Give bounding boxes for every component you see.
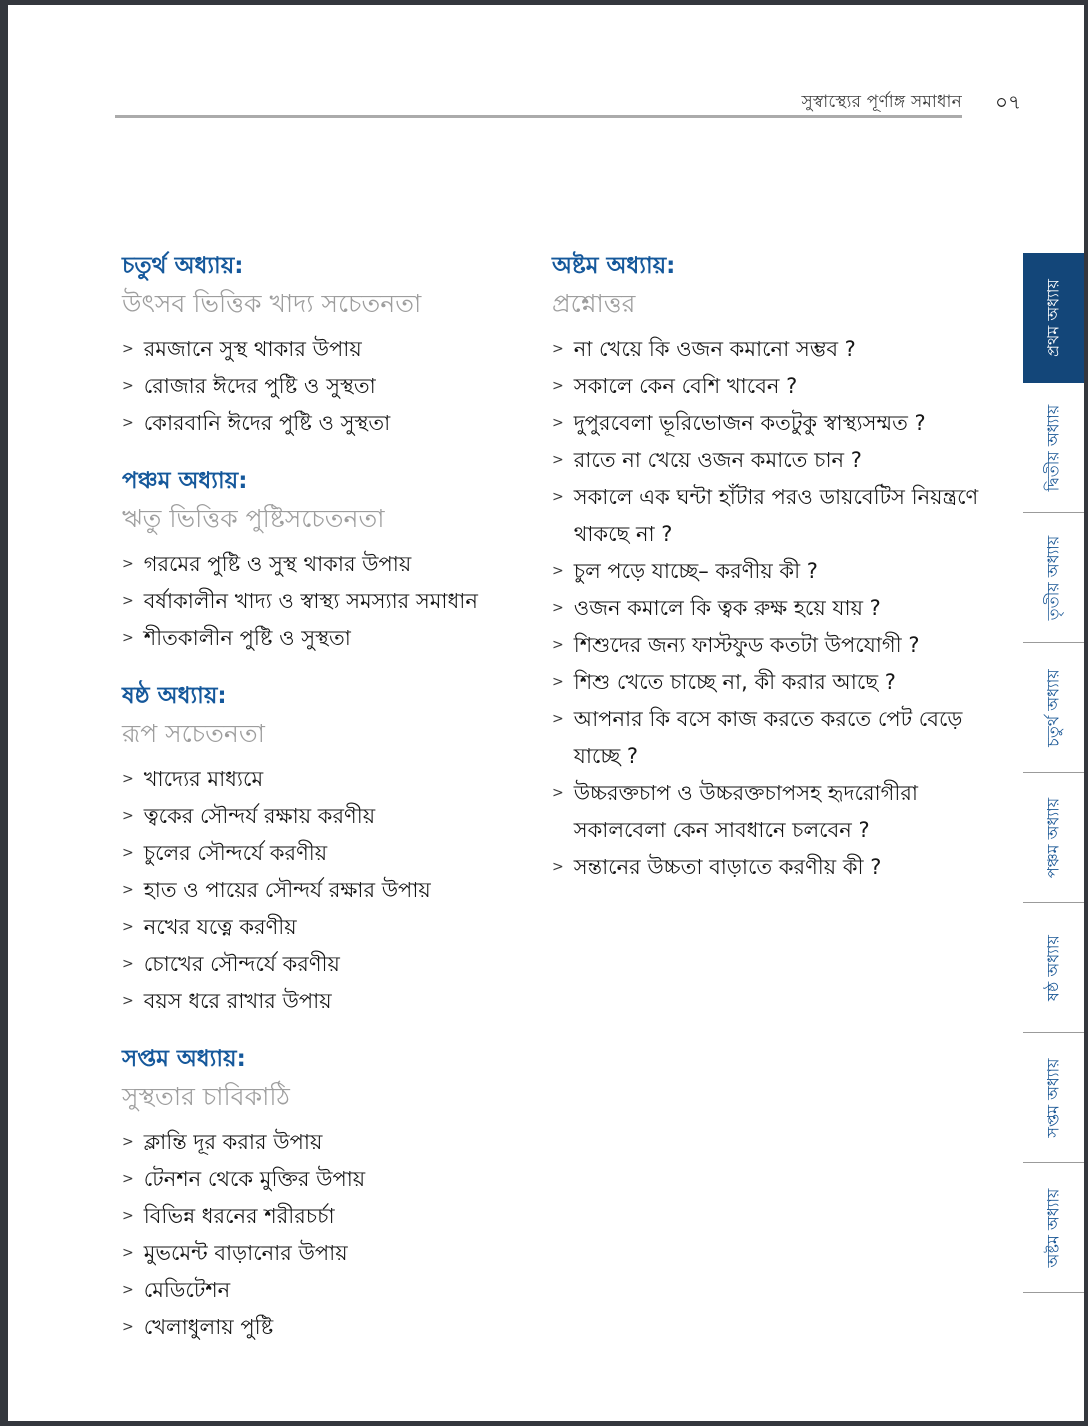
toc-item [552,701,989,775]
chevron-right-icon: > [122,919,134,935]
toc-item-label: বর্ষাকালীন খাদ্য ও স্বাস্থ্য সমস্যার সমাধান [143,589,478,613]
chapter-heading: সপ্তম অধ্যায়: [122,1046,246,1072]
toc-section [552,251,989,886]
chapter-subtitle: সুস্থতার চাবিকাঠি [122,1082,290,1111]
toc-item-label: হাত ও পায়ের সৌন্দর্য রক্ষার উপায় [143,878,431,902]
toc-item [552,479,989,553]
toc-item-label: সকালে এক ঘন্টা হাঁটার পরও ডায়বেটিস নিয়ন্ত্রণে থাকছে না ? [573,485,979,546]
toc-item-label: রমজানে সুস্থ থাকার উপায় [143,337,362,361]
toc-column-right [552,251,989,910]
chapter-tab[interactable] [1023,253,1084,383]
chapter-subtitle: ঋতু ভিত্তিক পুষ্টিসচেতনতা [122,504,385,533]
chapter-tab-label: তৃতীয় অধ্যায় [1043,535,1062,620]
toc-item [552,590,989,627]
toc-item-label: বিভিন্ন ধরনের শরীরচর্চা [143,1204,335,1228]
chapter-tab-label: চতুর্থ অধ্যায় [1043,668,1062,747]
toc-item-label: নখের যত্নে করণীয় [143,915,297,939]
chevron-right-icon: > [552,674,564,690]
toc-item [122,331,547,368]
chevron-right-icon: > [122,1282,134,1298]
chevron-right-icon: > [552,378,564,394]
chevron-right-icon: > [122,593,134,609]
toc-column-left [122,251,547,1370]
toc-item-label: বয়স ধরে রাখার উপায় [143,989,332,1013]
toc-item-label: টেনশন থেকে মুক্তির উপায় [143,1167,366,1191]
toc-item [122,1198,547,1235]
toc-item-label: না খেয়ে কি ওজন কমানো সম্ভব ? [573,337,856,361]
chevron-right-icon: > [552,711,564,727]
chevron-right-icon: > [122,630,134,646]
chevron-right-icon: > [552,637,564,653]
chapter-tab-label: দ্বিতীয় অধ্যায় [1043,404,1062,491]
chapter-heading: ষষ্ঠ অধ্যায়: [122,683,227,709]
header-rule [115,115,962,118]
chapter-tab-label: পঞ্চম অধ্যায় [1043,797,1062,878]
chapter-tab-label: অষ্টম অধ্যায় [1043,1188,1062,1267]
chapter-heading: পঞ্চম অধ্যায়: [122,468,248,494]
toc-item [122,1235,547,1272]
toc-item-label: মুভমেন্ট বাড়ানোর উপায় [143,1241,348,1265]
toc-item-label: গরমের পুষ্টি ও সুস্থ থাকার উপায় [143,552,412,576]
toc-item [122,1309,547,1346]
chevron-right-icon: > [122,1245,134,1261]
toc-item-label: শিশু খেতে চাচ্ছে না, কী করার আছে ? [573,670,896,694]
toc-item-label: চুলের সৌন্দর্যে করণীয় [143,841,328,865]
toc-item [122,620,547,657]
toc-item [552,368,989,405]
chevron-right-icon: > [122,1134,134,1150]
chevron-right-icon: > [552,452,564,468]
chevron-right-icon: > [552,489,564,505]
chevron-right-icon: > [122,341,134,357]
chevron-right-icon: > [552,785,564,801]
chevron-right-icon: > [122,378,134,394]
chapter-tab-rail [1023,253,1084,1293]
toc-item [122,761,547,798]
chapter-tab-label: প্রথম অধ্যায় [1043,278,1062,357]
book-page [8,5,1084,1421]
toc-item-label: মেডিটেশন [143,1278,231,1302]
toc-item [122,368,547,405]
chapter-tab[interactable] [1023,773,1084,903]
toc-item-label: চুল পড়ে যাচ্ছে– করণীয় কী ? [573,559,818,583]
chapter-tab[interactable] [1023,643,1084,773]
chevron-right-icon: > [122,1208,134,1224]
toc-item [122,798,547,835]
toc-item [122,583,547,620]
toc-item-label: সকালে কেন বেশি খাবেন ? [573,374,798,398]
chapter-subtitle: রূপ সচেতনতা [122,719,265,748]
chevron-right-icon: > [122,556,134,572]
toc-item [122,946,547,983]
toc-item [552,775,989,849]
chevron-right-icon: > [122,1171,134,1187]
chevron-right-icon: > [552,563,564,579]
toc-item-label: রাতে না খেয়ে ওজন কমাতে চান ? [573,448,862,472]
chapter-tab-label: ষষ্ঠ অধ্যায় [1043,934,1062,1001]
chevron-right-icon: > [122,956,134,972]
chapter-subtitle: প্রশ্নোত্তর [552,289,636,318]
toc-item-label: খাদ্যের মাধ্যমে [143,767,264,791]
toc-item-label: ত্বকের সৌন্দর্য রক্ষায় করণীয় [143,804,376,828]
toc-section [122,466,547,657]
toc-item [552,849,989,886]
chevron-right-icon: > [122,808,134,824]
toc-item-label: চোখের সৌন্দর্যে করণীয় [143,952,340,976]
chapter-heading: অষ্টম অধ্যায়: [552,253,676,279]
chapter-tab[interactable] [1023,903,1084,1033]
chapter-tab[interactable] [1023,1163,1084,1293]
toc-item-label: আপনার কি বসে কাজ করতে করতে পেট বেড়ে যাচ্ছে ? [573,707,963,768]
toc-item [122,835,547,872]
chevron-right-icon: > [122,845,134,861]
toc-item [122,546,547,583]
toc-item-label: উচ্চরক্তচাপ ও উচ্চরক্তচাপসহ হৃদরোগীরা সকালবেলা কেন সাবধানে চলবেন ? [573,781,919,842]
toc-item-label: শীতকালীন পুষ্টি ও সুস্থতা [143,626,351,650]
chevron-right-icon: > [552,415,564,431]
chapter-tab[interactable] [1023,513,1084,643]
chevron-right-icon: > [122,771,134,787]
toc-item-label: দুপুরবেলা ভূরিভোজন কতটুকু স্বাস্থ্যসম্মত ? [573,411,926,435]
toc-item [552,331,989,368]
toc-item [122,1272,547,1309]
chapter-heading: চতুর্থ অধ্যায়: [122,253,244,279]
chevron-right-icon: > [552,859,564,875]
toc-item-label: কোরবানি ঈদের পুষ্টি ও সুস্থতা [143,411,391,435]
toc-item-label: রোজার ঈদের পুষ্টি ও সুস্থতা [143,374,376,398]
toc-item [122,405,547,442]
chevron-right-icon: > [552,341,564,357]
chapter-tab[interactable] [1023,383,1084,513]
chapter-tab[interactable] [1023,1033,1084,1163]
chevron-right-icon: > [122,1319,134,1335]
toc-section [122,1044,547,1346]
chapter-subtitle: উৎসব ভিত্তিক খাদ্য সচেতনতা [122,289,422,318]
toc-item-label: সন্তানের উচ্চতা বাড়াতে করণীয় কী ? [573,855,882,879]
page-number: ০৭ [994,90,1021,114]
chevron-right-icon: > [122,993,134,1009]
running-head-title: সুস্বাস্থ্যের পূর্ণাঙ্গ সমাধান [801,92,962,112]
toc-item [122,983,547,1020]
toc-item [552,442,989,479]
chevron-right-icon: > [122,415,134,431]
chevron-right-icon: > [552,600,564,616]
toc-item [552,627,989,664]
toc-item [122,909,547,946]
chevron-right-icon: > [122,882,134,898]
toc-item [122,1124,547,1161]
toc-item-label: শিশুদের জন্য ফাস্টফুড কতটা উপযোগী ? [573,633,920,657]
toc-item-label: খেলাধুলায় পুষ্টি [143,1315,274,1339]
toc-item [552,405,989,442]
toc-section [122,681,547,1020]
toc-item-label: ক্লান্তি দূর করার উপায় [143,1130,323,1154]
toc-item [122,872,547,909]
toc-item-label: ওজন কমালে কি ত্বক রুক্ষ হয়ে যায় ? [573,596,881,620]
chapter-tab-label: সপ্তম অধ্যায় [1043,1057,1062,1138]
toc-item [552,664,989,701]
toc-item [122,1161,547,1198]
toc-item [552,553,989,590]
toc-section [122,251,547,442]
